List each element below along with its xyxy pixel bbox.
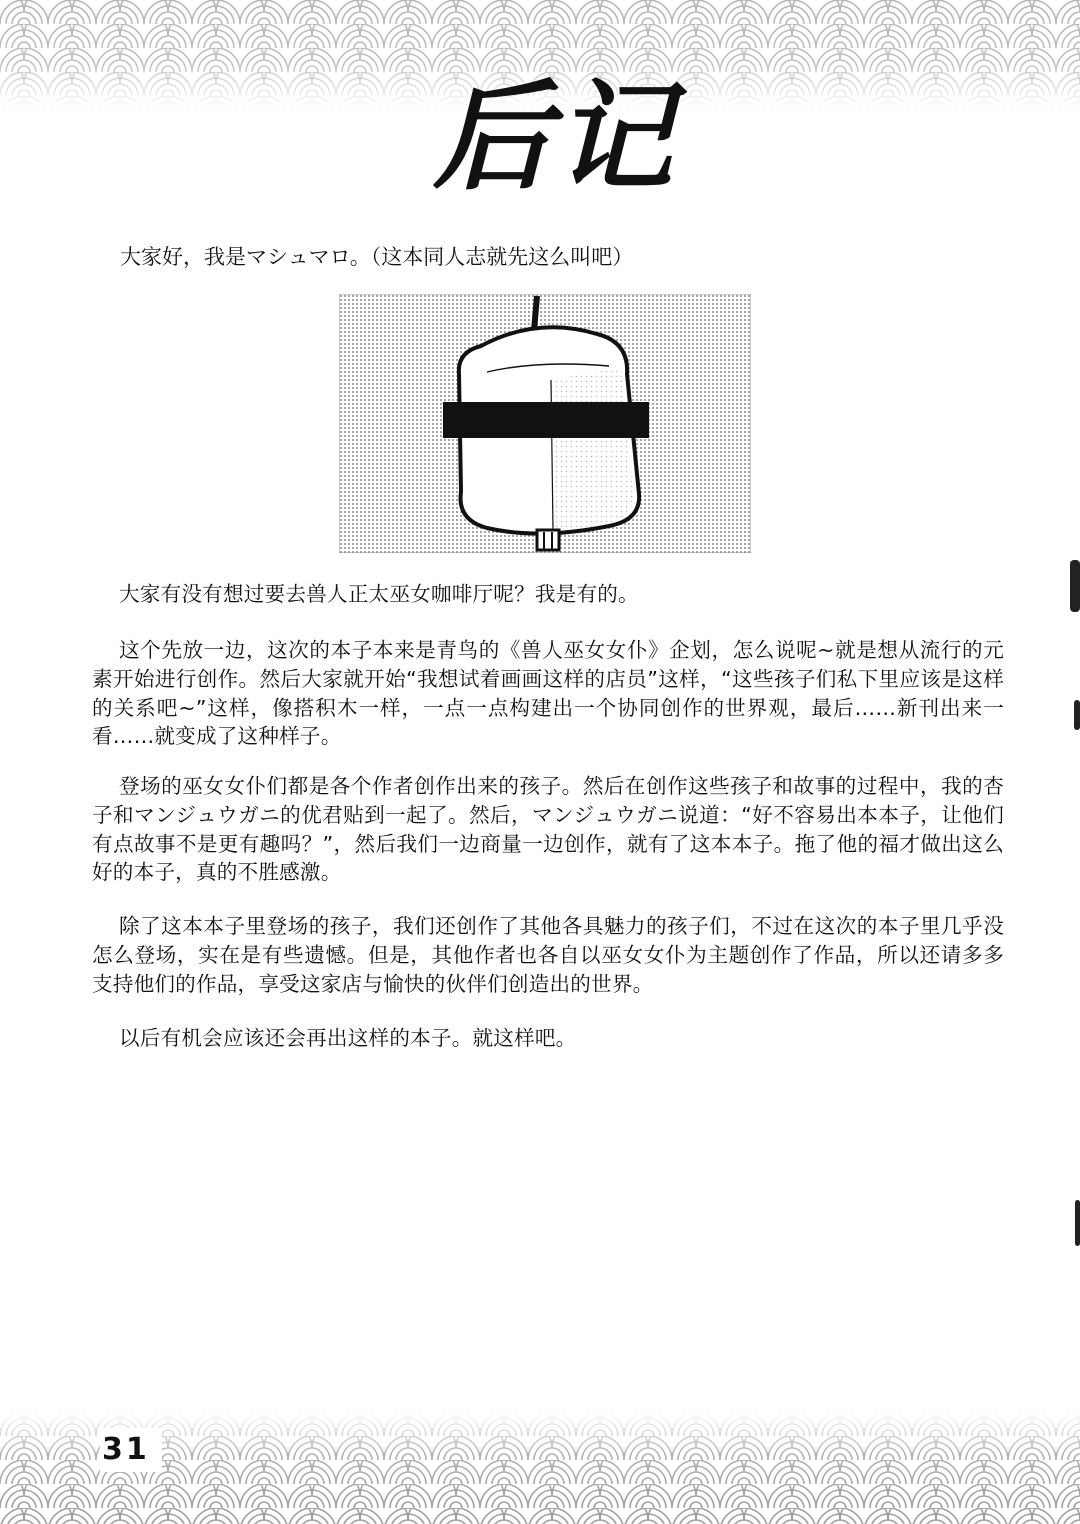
greeting-text: 大家好，我是マシュマロ。（这本同人志就先这么叫吧） bbox=[120, 245, 634, 269]
page-number: 31 bbox=[100, 1428, 162, 1472]
marshmallow-illustration bbox=[339, 294, 751, 553]
marshmallow-icon bbox=[339, 294, 751, 553]
paragraph-4: 除了这本本子里登场的孩子，我们还创作了其他各具魅力的孩子们，不过在这次的本子里几乎没怎么登场，实在是有些遗憾。但是，其他作者也各自以巫女女仆为主题创作了作品，所以还请多多支持他们的作品，享受这家店与愉快的伙伴们创造出的世界。 bbox=[92, 914, 1004, 996]
seigaiha-wave-icon bbox=[0, 1412, 1080, 1524]
edge-mark bbox=[1070, 560, 1080, 612]
bottom-wave-border bbox=[0, 1412, 1080, 1524]
paragraph-5: 以后有机会应该还会再出这样的本子。就这样吧。 bbox=[119, 1026, 577, 1050]
paragraph-3: 登场的巫女女仆们都是各个作者创作出来的孩子。然后在创作这些孩子和故事的过程中，我的杏子和マンジュウガニ的优君贴到一起了。然后，マンジュウガニ说道：“好不容易出本本子，让他们有点故事不是更有趣吗？”，然后我们一边商量一边创作，就有了这本本子。拖了他的福才做出这么好的本子，真的不胜感激。 bbox=[92, 774, 1004, 885]
edge-mark bbox=[1074, 700, 1080, 730]
paragraph-2: 这个先放一边，这次的本子本来是青鸟的《兽人巫女女仆》企划，怎么说呢~就是想从流行的元素开始进行创作。然后大家就开始“我想试着画画这样的店员”这样，“这些孩子们私下里应该是这样的关系吧~”这样，像搭积木一样，一点一点构建出一个协同创作的世界观，最后……新刊出来一看……就变成了这种样子。 bbox=[92, 638, 1004, 749]
edge-mark bbox=[1075, 1200, 1080, 1246]
page-title: 后记 bbox=[432, 67, 677, 206]
paragraph-1: 大家有没有想过要去兽人正太巫女咖啡厅呢？我是有的。 bbox=[119, 582, 639, 606]
